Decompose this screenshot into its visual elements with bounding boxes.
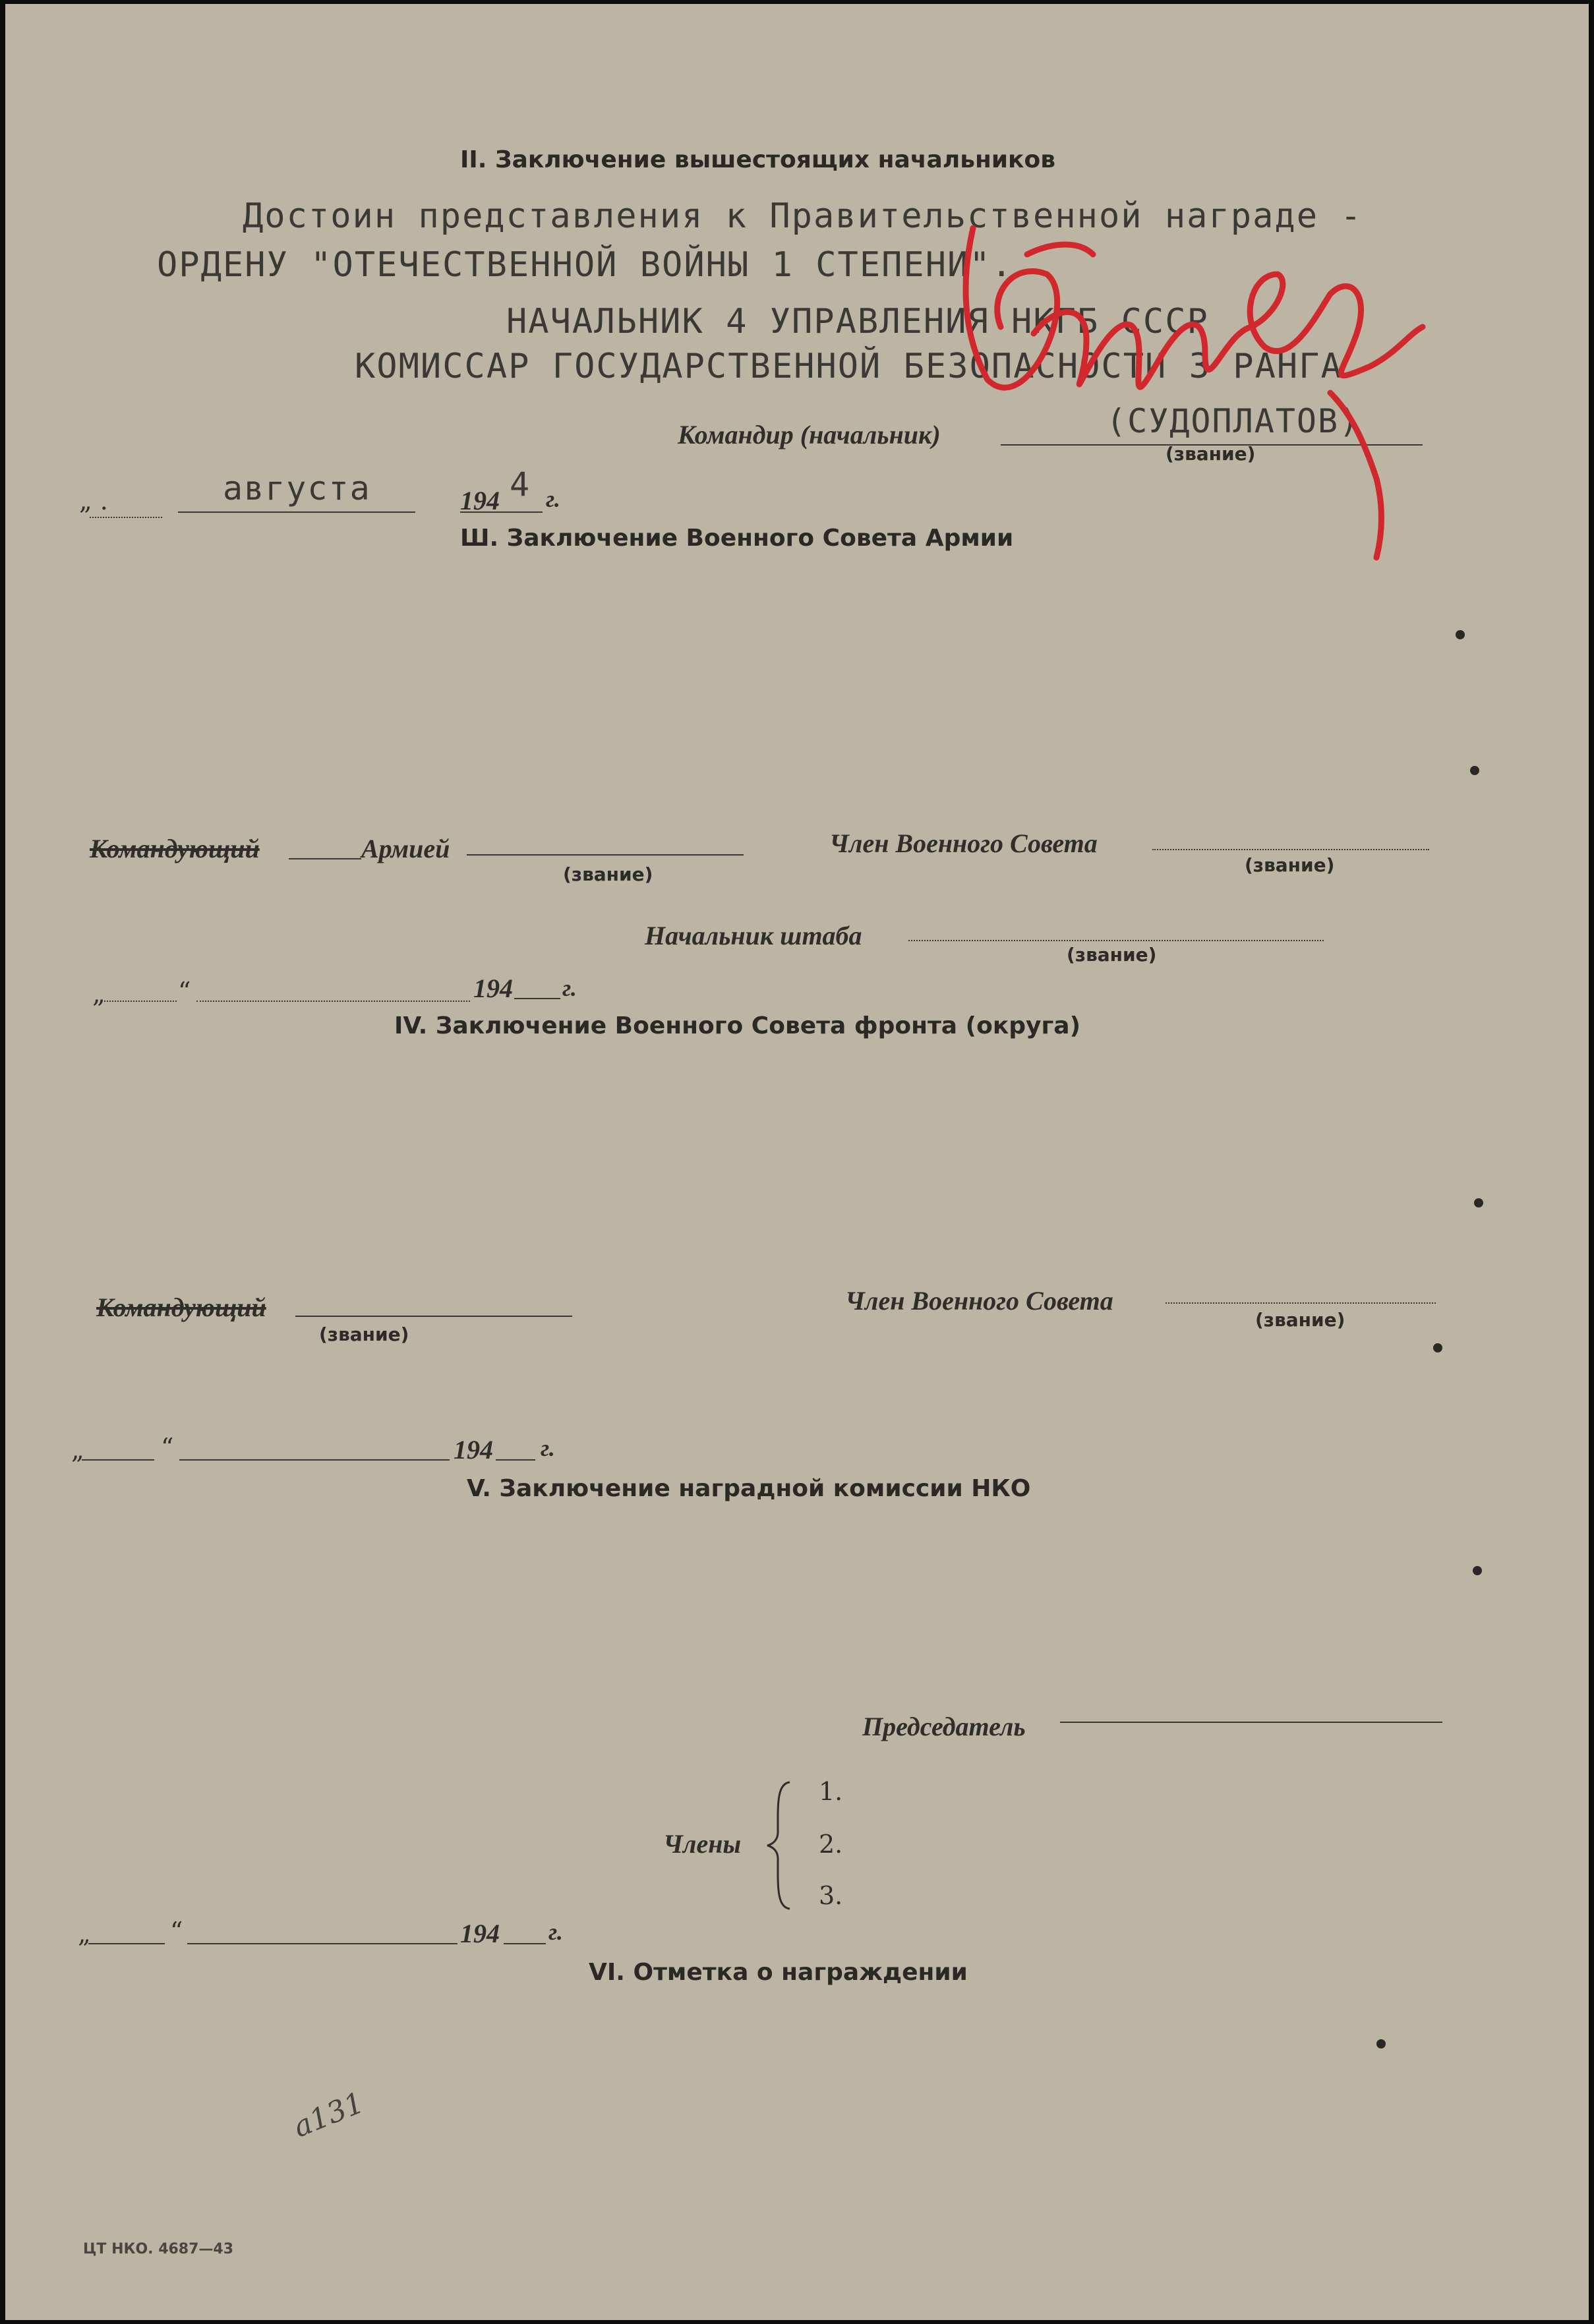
date-day-line: [90, 517, 162, 518]
section-4-heading: IV. Заключение Военного Совета фронта (округа): [394, 1012, 1081, 1039]
member-1: 1.: [819, 1777, 843, 1806]
chief-of-staff-label: Начальник штаба: [645, 921, 862, 950]
front-date-month-line: [179, 1459, 450, 1461]
chairman-label: Председатель: [862, 1712, 1026, 1741]
members-label: Члены: [663, 1829, 742, 1859]
punch-hole: [1456, 630, 1465, 639]
date-day: „ .: [79, 486, 108, 515]
army-rank-label: (звание): [563, 863, 653, 885]
commission-date-year: 194: [460, 1919, 500, 1948]
army-commander-line: [289, 858, 361, 859]
signatory-title-1: НАЧАЛЬНИК 4 УПРАВЛЕНИЯ НКГБ СССР: [506, 302, 1209, 341]
army-label: Армией: [361, 834, 450, 863]
date-suffix: г.: [546, 486, 560, 512]
section-5-heading: V. Заключение наградной комиссии НКО: [467, 1475, 1031, 1502]
front-date-open: „: [71, 1436, 84, 1465]
army-date-month-line: [196, 1001, 470, 1002]
punch-hole: [1473, 1566, 1482, 1575]
front-council-member-label: Член Военного Совета: [845, 1286, 1113, 1316]
signatory-title-2: КОМИССАР ГОСУДАРСТВЕННОЙ БЕЗОПАСНОСТИ 3 РАНГА: [355, 347, 1343, 386]
front-council-member-line: [1166, 1302, 1436, 1304]
army-date-open: „: [92, 979, 105, 1008]
front-date-mid: “: [161, 1433, 174, 1462]
army-date-suffix: г.: [562, 975, 577, 1001]
chief-of-staff-line: [908, 940, 1324, 941]
front-commander-label: Командующий: [96, 1293, 266, 1322]
chief-of-staff-rank-label: (звание): [1067, 944, 1157, 966]
army-rank-line: [467, 854, 744, 856]
army-date-year: 194: [473, 973, 513, 1003]
print-code: ЦТ НКО. 4687—43: [83, 2241, 234, 2257]
army-date-mid: “: [178, 977, 191, 1006]
front-council-rank-label: (звание): [1255, 1309, 1345, 1331]
recommendation-line-2: ОРДЕНУ "ОТЕЧЕСТВЕННОЙ ВОЙНЫ 1 СТЕПЕНИ".: [157, 245, 1013, 285]
commander-name: (СУДОПЛАТОВ): [1106, 402, 1361, 440]
recommendation-line-1: Достоин представления к Правительственной награде -: [243, 196, 1363, 236]
date-year-digit: 4: [510, 465, 531, 504]
rank-label: (звание): [1166, 443, 1256, 465]
army-council-member-line: [1152, 849, 1429, 850]
commission-date-open: „: [78, 1919, 91, 1948]
section-6-heading: VI. Отметка о награждении: [589, 1959, 968, 1986]
army-date-day-line: [104, 1001, 177, 1002]
front-date-suffix: г.: [541, 1435, 555, 1461]
punch-hole: [1474, 1198, 1483, 1207]
date-month-line: [178, 511, 415, 513]
red-signature-image: [922, 202, 1449, 571]
army-council-rank-label: (звание): [1245, 854, 1335, 876]
front-date-year-line: [496, 1459, 535, 1461]
section-3-heading: Ш. Заключение Военного Совета Армии: [460, 525, 1014, 552]
date-month: августа: [223, 469, 371, 508]
commander-label: Командир (начальник): [678, 420, 941, 450]
army-commander-label: Командующий: [90, 834, 260, 863]
commission-date-year-line: [504, 1943, 546, 1944]
document-sheet: [5, 4, 1589, 2320]
punch-hole: [1433, 1343, 1442, 1352]
front-commander-rank-label: (звание): [319, 1323, 409, 1345]
commission-date-month-line: [187, 1943, 458, 1944]
commission-date-suffix: г.: [548, 1919, 563, 1945]
pencil-annotation: a131: [289, 2085, 369, 2145]
section-2-heading: II. Заключение вышестоящих начальников: [460, 146, 1056, 173]
punch-hole: [1470, 766, 1479, 775]
army-date-year-line: [514, 998, 560, 999]
army-council-member-label: Член Военного Совета: [829, 828, 1098, 858]
punch-hole: [1376, 2039, 1386, 2048]
member-2: 2.: [819, 1830, 843, 1859]
commission-date-mid: “: [170, 1917, 183, 1946]
front-date-year: 194: [454, 1435, 493, 1465]
members-brace: [763, 1780, 796, 1911]
front-commander-line: [295, 1316, 572, 1317]
date-year-prefix: 194: [460, 486, 500, 515]
commission-date-day-line: [88, 1943, 165, 1944]
member-3: 3.: [819, 1881, 843, 1910]
chairman-line: [1060, 1722, 1442, 1723]
front-date-day-line: [82, 1459, 154, 1461]
date-year-line: [460, 511, 543, 513]
